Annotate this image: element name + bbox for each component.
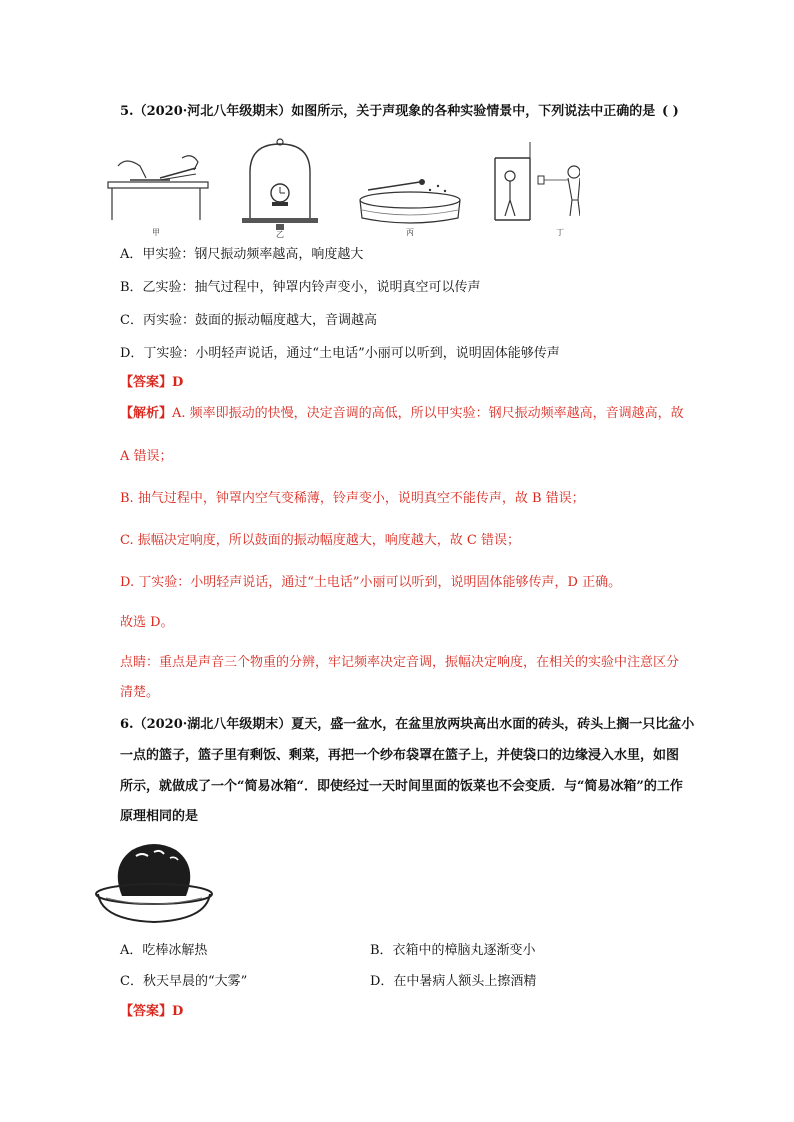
q5-stem: 5.（2020·河北八年级期末）如图所示，关于声现象的各种实验情景中，下列说法中正确的是	[120, 104, 656, 119]
figure-jia-ruler	[108, 156, 208, 237]
figure-label-jia: 甲	[152, 228, 160, 237]
q6-option-b: B．衣箱中的樟脑丸逐渐变小	[370, 943, 536, 958]
q5-analysis-line-3: B. 抽气过程中，钟罩内空气变稀薄，铃声变小，说明真空不能传声，故 B 错误；	[120, 491, 585, 506]
figure-label-ding: 丁	[556, 228, 564, 237]
q6-stem-line-1: 6.（2020·湖北八年级期末）夏天，盛一盆水，在盆里放两块高出水面的砖头，砖头上搁一只比盆小	[120, 717, 695, 732]
q5-analysis-text-1: A. 频率即振动的快慢，决定音调的高低，所以甲实验：钢尺振动频率越高，音调越高，故	[172, 406, 684, 421]
q6-option-d: D．在中暑病人额头上擦酒精	[370, 974, 537, 989]
q5-answer	[120, 374, 183, 392]
q5-option-c: C．丙实验：鼓面的振动幅度越大，音调越高	[120, 313, 377, 328]
q5-analysis-line-4: C. 振幅决定响度，所以鼓面的振动幅度越大，响度越大，故 C 错误；	[120, 533, 520, 548]
q6-stem-line-3: 所示，就做成了一个“简易冰箱“．即使经过一天时间里面的饭菜也不会变质．与“简易冰箱”的工作	[120, 779, 683, 794]
q5-analysis-line-6: 故选 D。	[120, 615, 174, 630]
q6-answer-tag: 【答案】	[120, 1004, 173, 1019]
q6-simple-fridge-figure	[92, 836, 216, 928]
q5-answer-bracket: ( )	[662, 104, 679, 119]
q6-answer	[120, 1003, 183, 1021]
figure-label-bing: 丙	[406, 228, 414, 237]
q5-option-a: A．甲实验：钢尺振动频率越高，响度越大	[120, 247, 364, 262]
q5-tip-line-2: 清楚。	[120, 685, 160, 700]
q5-tip-line-1: 点睛：重点是声音三个物重的分辨，牢记频率决定音调，振幅决定响度，在相关的实验中注意区分	[120, 655, 680, 670]
q6-stem-line-4: 原理相同的是	[120, 809, 199, 824]
q5-option-b: B．乙实验：抽气过程中，钟罩内铃声变小，说明真空可以传声	[120, 280, 481, 295]
q5-option-d: D．丁实验：小明轻声说话，通过“土电话”小丽可以听到，说明固体能够传声	[120, 346, 560, 361]
q5-answer-value: D	[172, 375, 184, 390]
q5-analysis-line-2: A 错误；	[120, 449, 173, 464]
q6-answer-value: D	[172, 1004, 184, 1019]
q6-stem-line-2: 一点的篮子，篮子里有剩饭、剩菜，再把一个纱布袋罩在篮子上，并使袋口的边缘浸入水里，如图	[120, 748, 680, 763]
q5-analysis-line-5: D. 丁实验：小明轻声说话，通过“土电话”小丽可以听到，说明固体能够传声，D 正确。	[120, 575, 622, 590]
q5-experiment-figure	[100, 138, 580, 238]
q5-answer-tag: 【答案】	[120, 375, 173, 390]
figure-bing-drum	[360, 179, 460, 237]
figure-yi-bell-jar	[242, 139, 318, 238]
q5-analysis-line-1	[120, 405, 684, 423]
figure-ding-string-phone	[495, 142, 580, 237]
q6-option-c: C．秋天早晨的“大雾”	[120, 974, 248, 989]
q5-analysis-tag: 【解析】	[120, 406, 173, 421]
figure-label-yi: 乙	[276, 230, 284, 238]
q6-option-a: A．吃棒冰解热	[120, 943, 208, 958]
